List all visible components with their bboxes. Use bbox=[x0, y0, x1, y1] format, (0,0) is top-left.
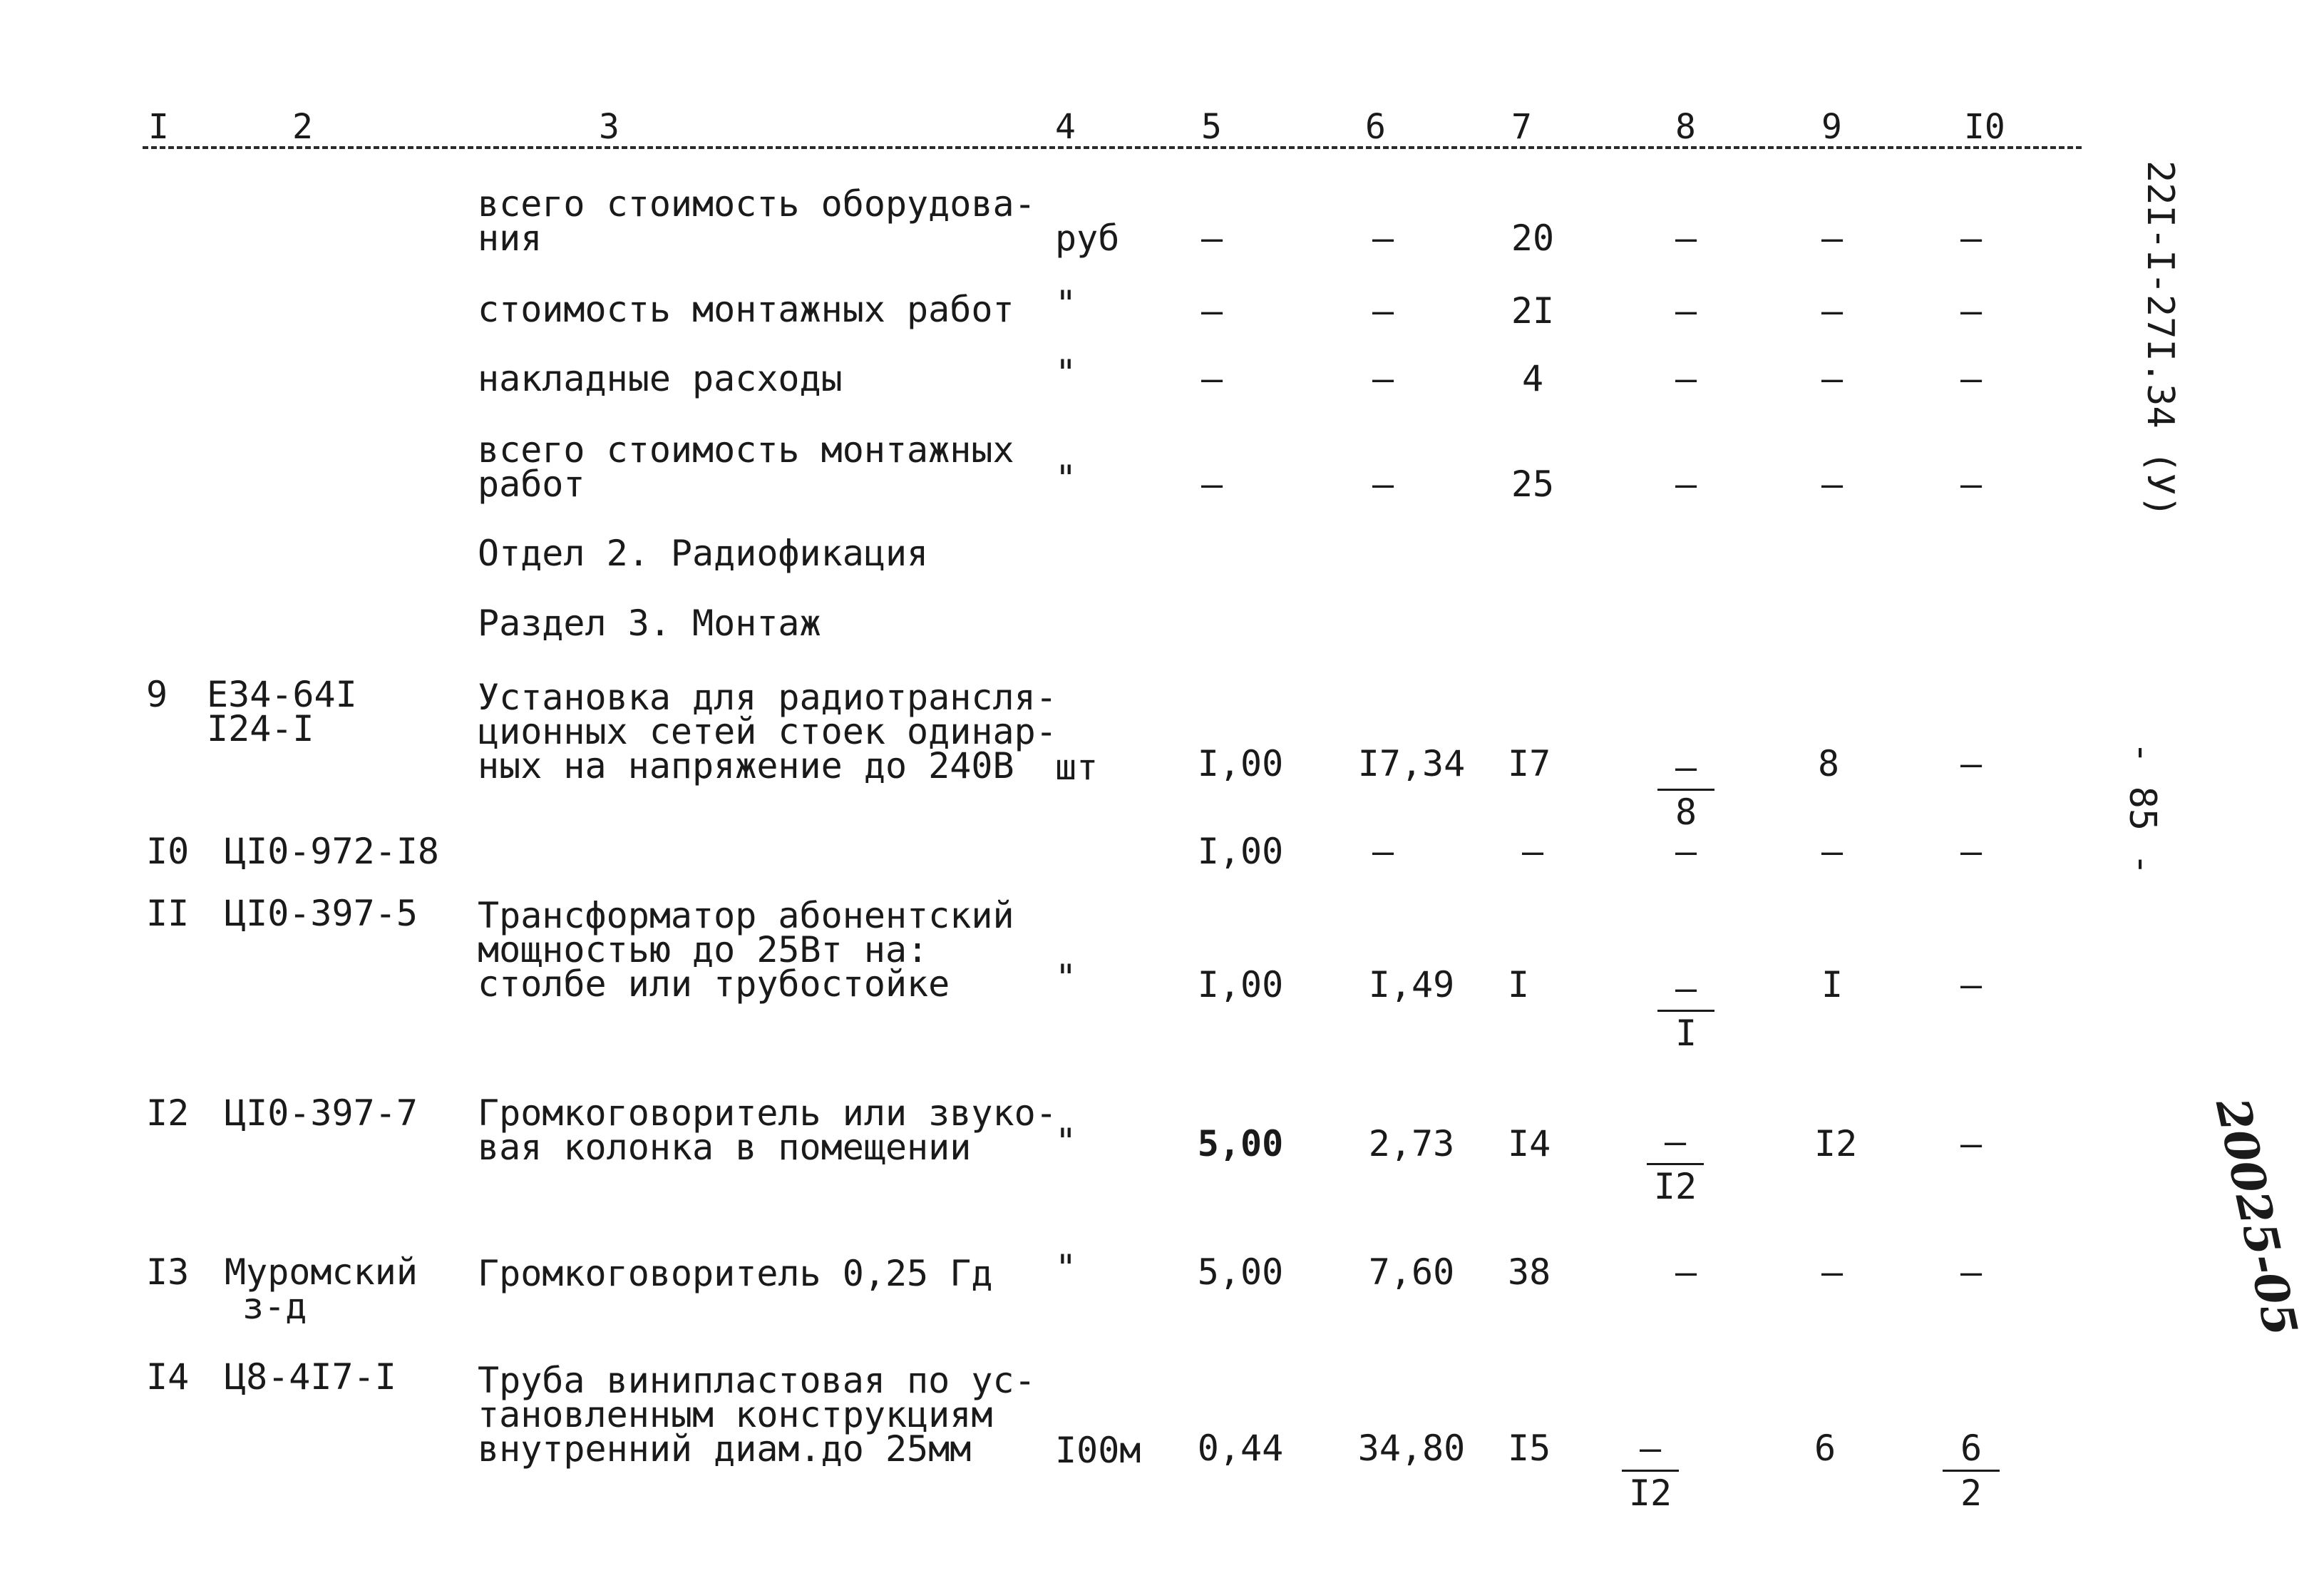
item-c7: I bbox=[1508, 964, 1530, 1005]
item-c10: – bbox=[1960, 964, 1983, 1005]
fraction-bar bbox=[1622, 1470, 1679, 1472]
item-c6: I,49 bbox=[1368, 964, 1455, 1005]
header-col-3: 3 bbox=[599, 107, 619, 147]
document-code: 22I-I-27I.34 (У) bbox=[2139, 160, 2181, 518]
item-c7: 38 bbox=[1508, 1251, 1551, 1293]
summary-c6: – bbox=[1372, 358, 1394, 399]
item-c6: I7,34 bbox=[1357, 743, 1466, 784]
summary-c8: – bbox=[1675, 290, 1697, 332]
item-code: з-д bbox=[242, 1286, 307, 1327]
summary-c8: – bbox=[1675, 463, 1697, 505]
item-c5: I,00 bbox=[1197, 964, 1284, 1005]
header-col-8: 8 bbox=[1675, 107, 1696, 147]
item-code: ЦI0-397-5 bbox=[225, 893, 418, 934]
item-c7: I7 bbox=[1508, 743, 1551, 784]
header-col-2: 2 bbox=[292, 107, 313, 147]
summary-c7: 20 bbox=[1511, 217, 1555, 259]
item-c5: I,00 bbox=[1197, 743, 1284, 784]
item-c7: – bbox=[1521, 831, 1544, 872]
item-c8: – bbox=[1675, 831, 1697, 872]
item-unit: " bbox=[1055, 1247, 1077, 1289]
fraction-bar bbox=[1647, 1163, 1704, 1165]
summary-c5: – bbox=[1200, 290, 1223, 332]
item-code: Муромский bbox=[225, 1251, 418, 1293]
header-col-7: 7 bbox=[1511, 107, 1532, 147]
item-c6: – bbox=[1372, 831, 1394, 872]
fraction-bottom: I2 bbox=[1653, 1166, 1697, 1207]
item-c9: 6 bbox=[1814, 1428, 1836, 1469]
summary-unit: " bbox=[1055, 352, 1077, 394]
header-divider bbox=[143, 146, 2082, 149]
summary-c5: – bbox=[1200, 358, 1223, 399]
summary-desc: накладные расходы bbox=[478, 358, 843, 399]
summary-c10: – bbox=[1960, 358, 1983, 399]
summary-unit: " bbox=[1055, 458, 1077, 499]
item-code: ЦI0-397-7 bbox=[225, 1092, 418, 1134]
item-desc: вая колонка в помещении bbox=[478, 1127, 972, 1168]
handwritten-number: 20025-05 bbox=[2204, 1093, 2308, 1341]
summary-desc: ния bbox=[478, 217, 543, 259]
summary-c5: – bbox=[1200, 217, 1223, 259]
fraction-bottom: I2 bbox=[1628, 1472, 1672, 1514]
item-c6: 34,80 bbox=[1357, 1428, 1466, 1469]
item-desc: ционных сетей стоек одинар- bbox=[478, 711, 1057, 752]
item-c5: 0,44 bbox=[1197, 1428, 1284, 1469]
item-c5: I,00 bbox=[1197, 831, 1284, 872]
section-heading: Раздел 3. Монтаж bbox=[478, 603, 821, 644]
item-desc: внутренний диам.до 25мм bbox=[478, 1428, 972, 1470]
item-code: ЦI0-972-I8 bbox=[225, 831, 440, 872]
item-c7: I5 bbox=[1508, 1428, 1551, 1469]
item-c10: – bbox=[1960, 1251, 1983, 1293]
item-desc: столбе или трубостойке bbox=[478, 963, 950, 1005]
header-col-6: 6 bbox=[1365, 107, 1386, 147]
summary-c8: – bbox=[1675, 217, 1697, 259]
item-c8-fraction bbox=[1579, 1430, 1722, 1512]
fraction-top: – bbox=[1675, 968, 1697, 1009]
summary-desc: всего стоимость монтажных bbox=[478, 429, 1014, 471]
fraction-top: 6 bbox=[1960, 1428, 1983, 1469]
fraction-bottom: 2 bbox=[1960, 1472, 1983, 1514]
fraction-bottom: I bbox=[1675, 1013, 1697, 1054]
summary-c9: – bbox=[1821, 463, 1844, 505]
header-col-1: I bbox=[148, 107, 169, 147]
item-desc: тановленным конструкциям bbox=[478, 1394, 993, 1435]
summary-c9: – bbox=[1821, 290, 1844, 332]
item-code: Ц8-4I7-I bbox=[225, 1356, 396, 1398]
header-col-4: 4 bbox=[1055, 107, 1076, 147]
summary-c10: – bbox=[1960, 463, 1983, 505]
header-col-5: 5 bbox=[1201, 107, 1222, 147]
fraction-top: – bbox=[1664, 1121, 1687, 1162]
item-desc: Установка для радиотрансля- bbox=[478, 677, 1057, 718]
item-c5: 5,00 bbox=[1197, 1251, 1284, 1293]
fraction-top: – bbox=[1639, 1428, 1662, 1469]
item-c8: – bbox=[1675, 1251, 1697, 1293]
summary-c6: – bbox=[1372, 290, 1394, 332]
summary-unit: руб bbox=[1055, 217, 1120, 259]
fraction-bar bbox=[1657, 789, 1714, 791]
summary-desc: всего стоимость оборудова- bbox=[478, 183, 1036, 225]
item-desc: Громкоговоритель 0,25 Гд bbox=[478, 1253, 993, 1294]
item-c10: – bbox=[1960, 743, 1983, 784]
summary-c7: 25 bbox=[1511, 463, 1555, 505]
fraction-top: – bbox=[1675, 747, 1697, 788]
item-c10: – bbox=[1960, 1123, 1983, 1164]
summary-c10: – bbox=[1960, 217, 1983, 259]
item-c7: I4 bbox=[1508, 1123, 1551, 1164]
item-desc: Громкоговоритель или звуко- bbox=[478, 1092, 1057, 1134]
summary-c6: – bbox=[1372, 217, 1394, 259]
summary-c6: – bbox=[1372, 463, 1394, 505]
section-heading: Отдел 2. Радиофикация bbox=[478, 533, 929, 574]
summary-desc: стоимость монтажных работ bbox=[478, 289, 1014, 330]
header-col-9: 9 bbox=[1821, 107, 1842, 147]
summary-c5: – bbox=[1200, 463, 1223, 505]
item-c9: – bbox=[1821, 831, 1844, 872]
item-c6: 2,73 bbox=[1368, 1123, 1455, 1164]
fraction-bar bbox=[1657, 1010, 1714, 1012]
item-number: 9 bbox=[146, 674, 168, 715]
summary-c7: 4 bbox=[1521, 358, 1544, 399]
item-unit: I00м bbox=[1055, 1430, 1141, 1471]
item-c6: 7,60 bbox=[1368, 1251, 1455, 1293]
summary-unit: " bbox=[1055, 283, 1077, 324]
item-code: I24-I bbox=[207, 708, 314, 749]
item-number: I2 bbox=[146, 1092, 190, 1134]
summary-c7: 2I bbox=[1511, 290, 1555, 332]
item-desc: ных на напряжение до 240В bbox=[478, 745, 1014, 787]
item-c9: – bbox=[1821, 1251, 1844, 1293]
item-c5: 5,00 bbox=[1197, 1123, 1284, 1164]
fraction-bottom: 8 bbox=[1675, 792, 1697, 833]
item-unit: " bbox=[1055, 1121, 1077, 1162]
item-desc: мощностью до 25Вт на: bbox=[478, 929, 929, 970]
item-c10-fraction bbox=[1900, 1430, 2042, 1512]
item-c9: I2 bbox=[1814, 1123, 1858, 1164]
fraction-bar bbox=[1943, 1470, 2000, 1472]
item-code: Е34-64I bbox=[207, 674, 357, 715]
summary-c9: – bbox=[1821, 358, 1844, 399]
item-number: I0 bbox=[146, 831, 190, 872]
item-desc: Трансформатор абонентский bbox=[478, 895, 1014, 936]
item-c10: – bbox=[1960, 831, 1983, 872]
item-c8-fraction bbox=[1615, 749, 1757, 831]
header-col-10: I0 bbox=[1964, 107, 2005, 147]
item-number: II bbox=[146, 893, 190, 934]
item-c8-fraction bbox=[1615, 970, 1757, 1052]
item-c9: I bbox=[1821, 964, 1844, 1005]
item-c8-fraction bbox=[1604, 1123, 1747, 1205]
summary-desc: работ bbox=[478, 463, 585, 505]
item-c9: 8 bbox=[1818, 743, 1840, 784]
item-number: I4 bbox=[146, 1356, 190, 1398]
item-number: I3 bbox=[146, 1251, 190, 1293]
page-number: - 85 - bbox=[2121, 742, 2164, 876]
summary-c10: – bbox=[1960, 290, 1983, 332]
item-desc: Труба винипластовая по ус- bbox=[478, 1360, 1036, 1401]
item-unit: " bbox=[1055, 957, 1077, 998]
item-unit: шт bbox=[1055, 747, 1099, 788]
summary-c8: – bbox=[1675, 358, 1697, 399]
summary-c9: – bbox=[1821, 217, 1844, 259]
